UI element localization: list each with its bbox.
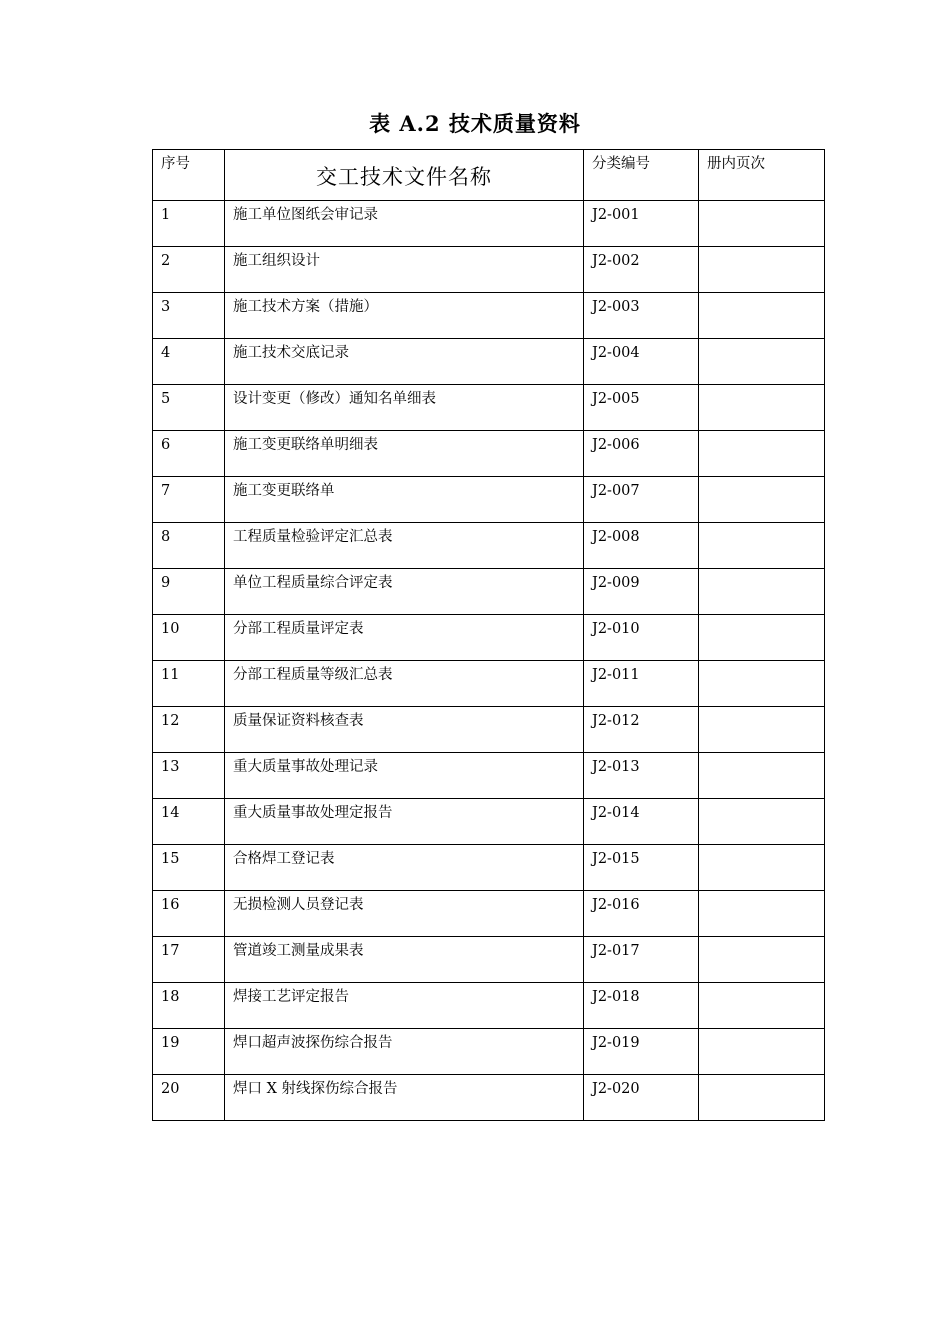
row-code: J2-008 (584, 523, 699, 569)
row-pages (699, 753, 825, 799)
row-no: 15 (153, 845, 225, 891)
row-pages (699, 1029, 825, 1075)
row-pages (699, 523, 825, 569)
row-code: J2-012 (584, 707, 699, 753)
row-pages (699, 339, 825, 385)
table-row (153, 983, 825, 1029)
row-name: 工程质量检验评定汇总表 (225, 523, 584, 569)
row-no: 13 (153, 753, 225, 799)
table-row (153, 661, 825, 707)
table-row (153, 431, 825, 477)
row-pages (699, 799, 825, 845)
row-pages (699, 891, 825, 937)
row-pages (699, 707, 825, 753)
table-row (153, 1029, 825, 1075)
row-no: 3 (153, 293, 225, 339)
row-no: 10 (153, 615, 225, 661)
table-row (153, 523, 825, 569)
row-no: 6 (153, 431, 225, 477)
row-name: 设计变更（修改）通知名单细表 (225, 385, 584, 431)
row-code: J2-020 (584, 1075, 699, 1121)
row-name: 施工技术方案（措施） (225, 293, 584, 339)
row-pages (699, 431, 825, 477)
row-no: 5 (153, 385, 225, 431)
row-no: 17 (153, 937, 225, 983)
row-no: 16 (153, 891, 225, 937)
table-row (153, 799, 825, 845)
row-pages (699, 477, 825, 523)
table-row (153, 385, 825, 431)
row-pages (699, 569, 825, 615)
table-row (153, 201, 825, 247)
row-name: 施工变更联络单明细表 (225, 431, 584, 477)
row-name: 重大质量事故处理记录 (225, 753, 584, 799)
row-no: 8 (153, 523, 225, 569)
row-name: 焊口超声波探伤综合报告 (225, 1029, 584, 1075)
row-no: 14 (153, 799, 225, 845)
row-code: J2-004 (584, 339, 699, 385)
row-no: 18 (153, 983, 225, 1029)
row-pages (699, 615, 825, 661)
row-name: 焊接工艺评定报告 (225, 983, 584, 1029)
row-name: 分部工程质量评定表 (225, 615, 584, 661)
row-code: J2-019 (584, 1029, 699, 1075)
row-name: 重大质量事故处理定报告 (225, 799, 584, 845)
row-name: 管道竣工测量成果表 (225, 937, 584, 983)
row-code: J2-005 (584, 385, 699, 431)
row-name: 施工变更联络单 (225, 477, 584, 523)
row-name: 单位工程质量综合评定表 (225, 569, 584, 615)
row-code: J2-018 (584, 983, 699, 1029)
document-title: 表 A.2 技术质量资料 (369, 111, 581, 136)
table-row (153, 293, 825, 339)
row-no: 19 (153, 1029, 225, 1075)
row-code: J2-001 (584, 201, 699, 247)
row-name: 质量保证资料核查表 (225, 707, 584, 753)
table-row (153, 937, 825, 983)
row-code: J2-003 (584, 293, 699, 339)
row-name: 无损检测人员登记表 (225, 891, 584, 937)
row-code: J2-010 (584, 615, 699, 661)
row-name: 施工单位图纸会审记录 (225, 201, 584, 247)
row-code: J2-011 (584, 661, 699, 707)
table-header-row (153, 150, 825, 201)
row-pages (699, 247, 825, 293)
row-code: J2-016 (584, 891, 699, 937)
row-pages (699, 661, 825, 707)
row-no: 9 (153, 569, 225, 615)
row-no: 7 (153, 477, 225, 523)
row-pages (699, 293, 825, 339)
row-name: 施工技术交底记录 (225, 339, 584, 385)
table-row (153, 615, 825, 661)
row-pages (699, 845, 825, 891)
row-name: 合格焊工登记表 (225, 845, 584, 891)
row-no: 12 (153, 707, 225, 753)
row-code: J2-013 (584, 753, 699, 799)
row-pages (699, 201, 825, 247)
table-row (153, 339, 825, 385)
table-row (153, 753, 825, 799)
row-pages (699, 937, 825, 983)
table-row (153, 1075, 825, 1121)
table-row (153, 891, 825, 937)
row-name: 分部工程质量等级汇总表 (225, 661, 584, 707)
technical-quality-table (152, 149, 825, 1121)
row-pages (699, 385, 825, 431)
header-no: 序号 (153, 150, 225, 201)
row-code: J2-015 (584, 845, 699, 891)
row-no: 20 (153, 1075, 225, 1121)
row-code: J2-006 (584, 431, 699, 477)
row-code: J2-009 (584, 569, 699, 615)
row-no: 1 (153, 201, 225, 247)
row-code: J2-017 (584, 937, 699, 983)
row-no: 4 (153, 339, 225, 385)
table-row (153, 247, 825, 293)
row-pages (699, 983, 825, 1029)
table-row (153, 845, 825, 891)
row-code: J2-002 (584, 247, 699, 293)
table-row (153, 477, 825, 523)
row-name: 施工组织设计 (225, 247, 584, 293)
header-code: 分类编号 (584, 150, 699, 201)
header-name: 交工技术文件名称 (225, 150, 584, 201)
row-pages (699, 1075, 825, 1121)
table-row (153, 569, 825, 615)
header-pages: 册内页次 (699, 150, 825, 201)
row-code: J2-007 (584, 477, 699, 523)
row-name: 焊口 X 射线探伤综合报告 (225, 1075, 584, 1121)
row-no: 11 (153, 661, 225, 707)
row-no: 2 (153, 247, 225, 293)
table-row (153, 707, 825, 753)
row-code: J2-014 (584, 799, 699, 845)
